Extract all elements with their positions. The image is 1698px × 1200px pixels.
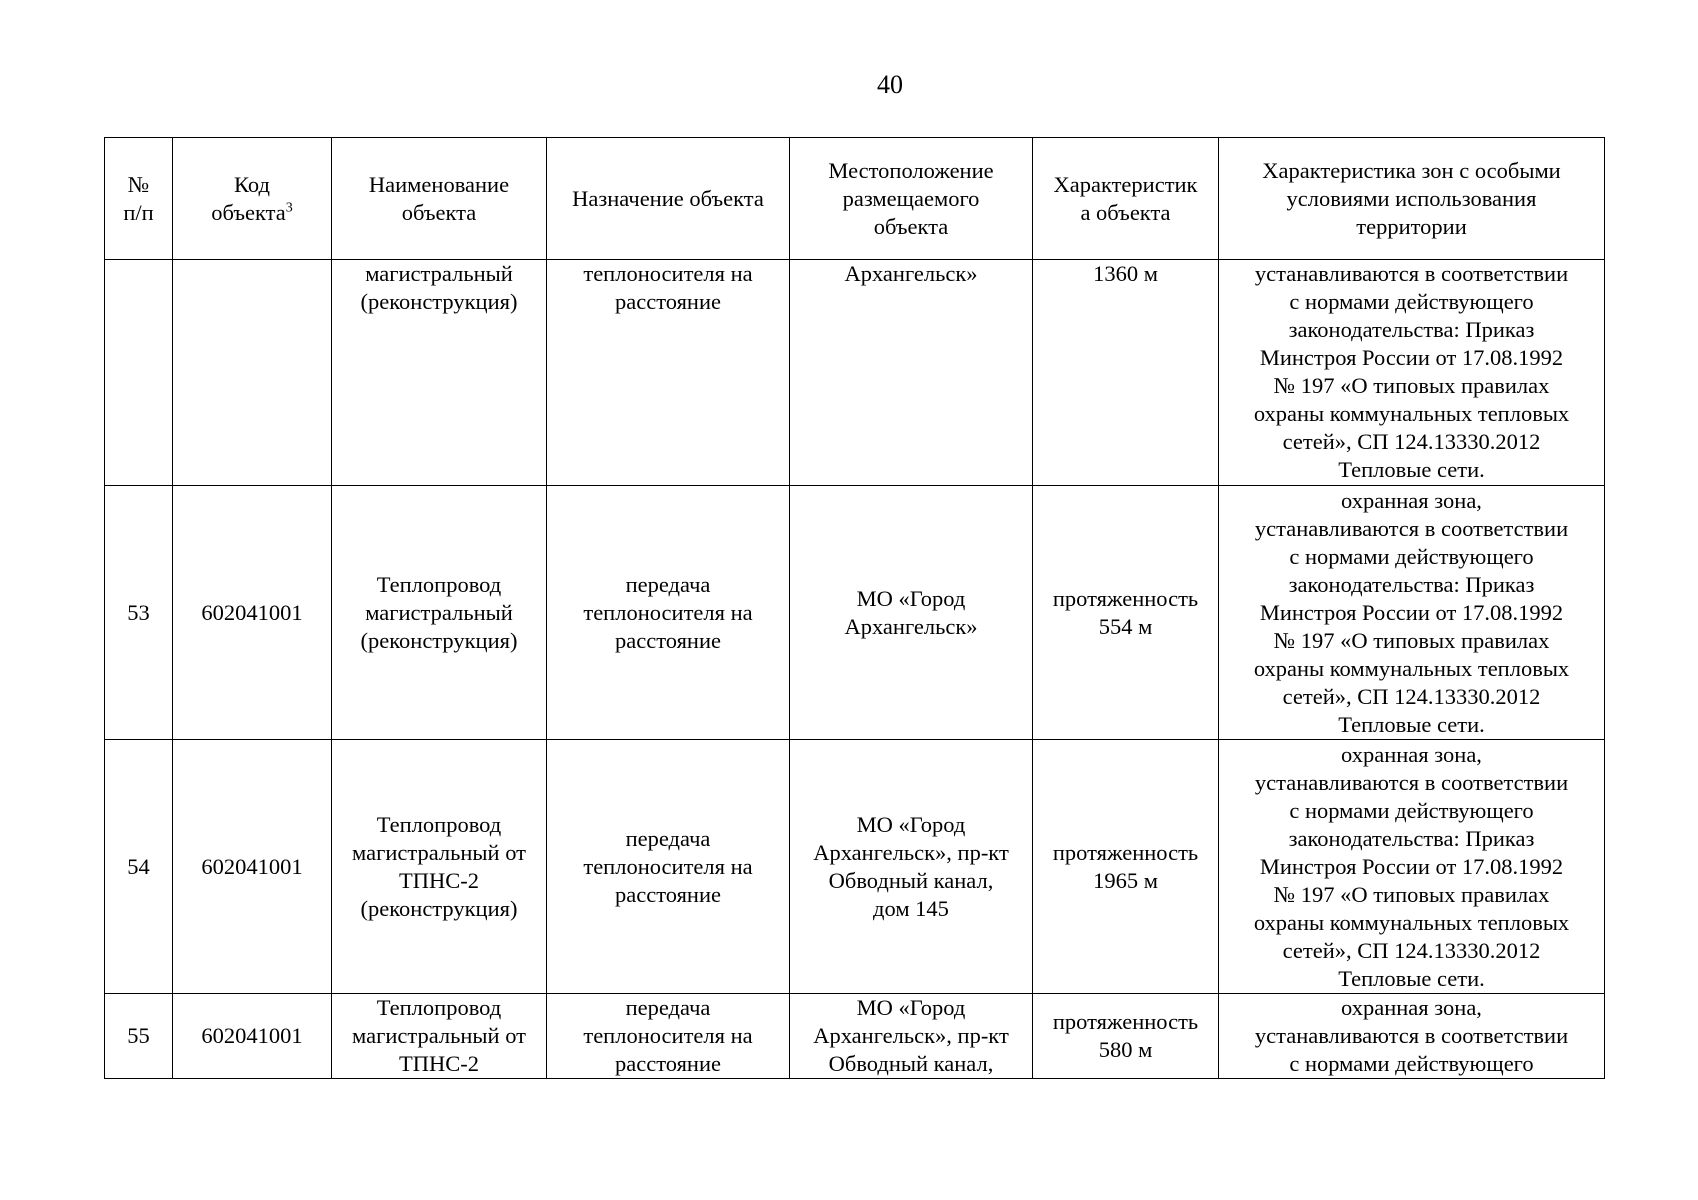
header-code [173, 138, 332, 260]
table-row [105, 486, 1605, 740]
cell-location: МО «Город Архангельск», пр-кт Обводный канал, [790, 994, 1033, 1079]
cell-name: магистральный (реконструкция) [332, 260, 547, 486]
cell-name: Теплопровод магистральный от ТПНС-2 (реконструкция) [332, 740, 547, 994]
cell-code: 602041001 [173, 740, 332, 994]
cell-name: Теплопровод магистральный (реконструкция) [332, 486, 547, 740]
header-location: Местоположение размещаемого объекта [790, 138, 1033, 260]
cell-purpose: передача теплоносителя на расстояние [547, 740, 790, 994]
cell-num [105, 260, 173, 486]
cell-name: Теплопровод магистральный от ТПНС-2 [332, 994, 547, 1079]
header-code-label: Код объекта [211, 171, 286, 225]
header-num: № п/п [105, 138, 173, 260]
objects-table [104, 137, 1605, 1079]
header-name: Наименование объекта [332, 138, 547, 260]
table-row [105, 260, 1605, 486]
cell-purpose: передача теплоносителя на расстояние [547, 486, 790, 740]
header-purpose: Назначение объекта [547, 138, 790, 260]
table-row [105, 740, 1605, 994]
cell-characteristic: протяженность 554 м [1033, 486, 1219, 740]
cell-location: МО «Город Архангельск» [790, 486, 1033, 740]
cell-num: 54 [105, 740, 173, 994]
page-number: 40 [877, 70, 903, 99]
cell-purpose: передача теплоносителя на расстояние [547, 994, 790, 1079]
cell-code [173, 260, 332, 486]
cell-num: 53 [105, 486, 173, 740]
cell-location: МО «Город Архангельск», пр-кт Обводный канал, дом 145 [790, 740, 1033, 994]
header-characteristic: Характеристик а объекта [1033, 138, 1219, 260]
cell-characteristic: 1360 м [1033, 260, 1219, 486]
cell-code: 602041001 [173, 994, 332, 1079]
table-row [105, 994, 1605, 1079]
header-code-footnote: 3 [285, 200, 293, 215]
table-header-row [105, 138, 1605, 260]
cell-num: 55 [105, 994, 173, 1079]
cell-zones: устанавливаются в соответствии с нормами действующего законодательства: Приказ Минстроя России от 17.08.1992 № 197 «О типовых правилах охраны коммунальных тепловых сетей», СП 124.13330.2012 Тепловые сети. [1219, 260, 1605, 486]
cell-location: Архангельск» [790, 260, 1033, 486]
cell-zones: охранная зона, устанавливаются в соответствии с нормами действующего законодательства: Приказ Минстроя России от 17.08.1992 № 197 «О типовых правилах охраны коммунальных тепловых сетей», СП 124.13330.2012 Тепловые сети. [1219, 486, 1605, 740]
cell-purpose: теплоносителя на расстояние [547, 260, 790, 486]
cell-characteristic: протяженность 1965 м [1033, 740, 1219, 994]
cell-zones: охранная зона, устанавливаются в соответствии с нормами действующего [1219, 994, 1605, 1079]
header-zones: Характеристика зон с особыми условиями использования территории [1219, 138, 1605, 260]
cell-zones: охранная зона, устанавливаются в соответствии с нормами действующего законодательства: Приказ Минстроя России от 17.08.1992 № 197 «О типовых правилах охраны коммунальных тепловых сетей», СП 124.13330.2012 Тепловые сети. [1219, 740, 1605, 994]
cell-code: 602041001 [173, 486, 332, 740]
cell-characteristic: протяженность 580 м [1033, 994, 1219, 1079]
